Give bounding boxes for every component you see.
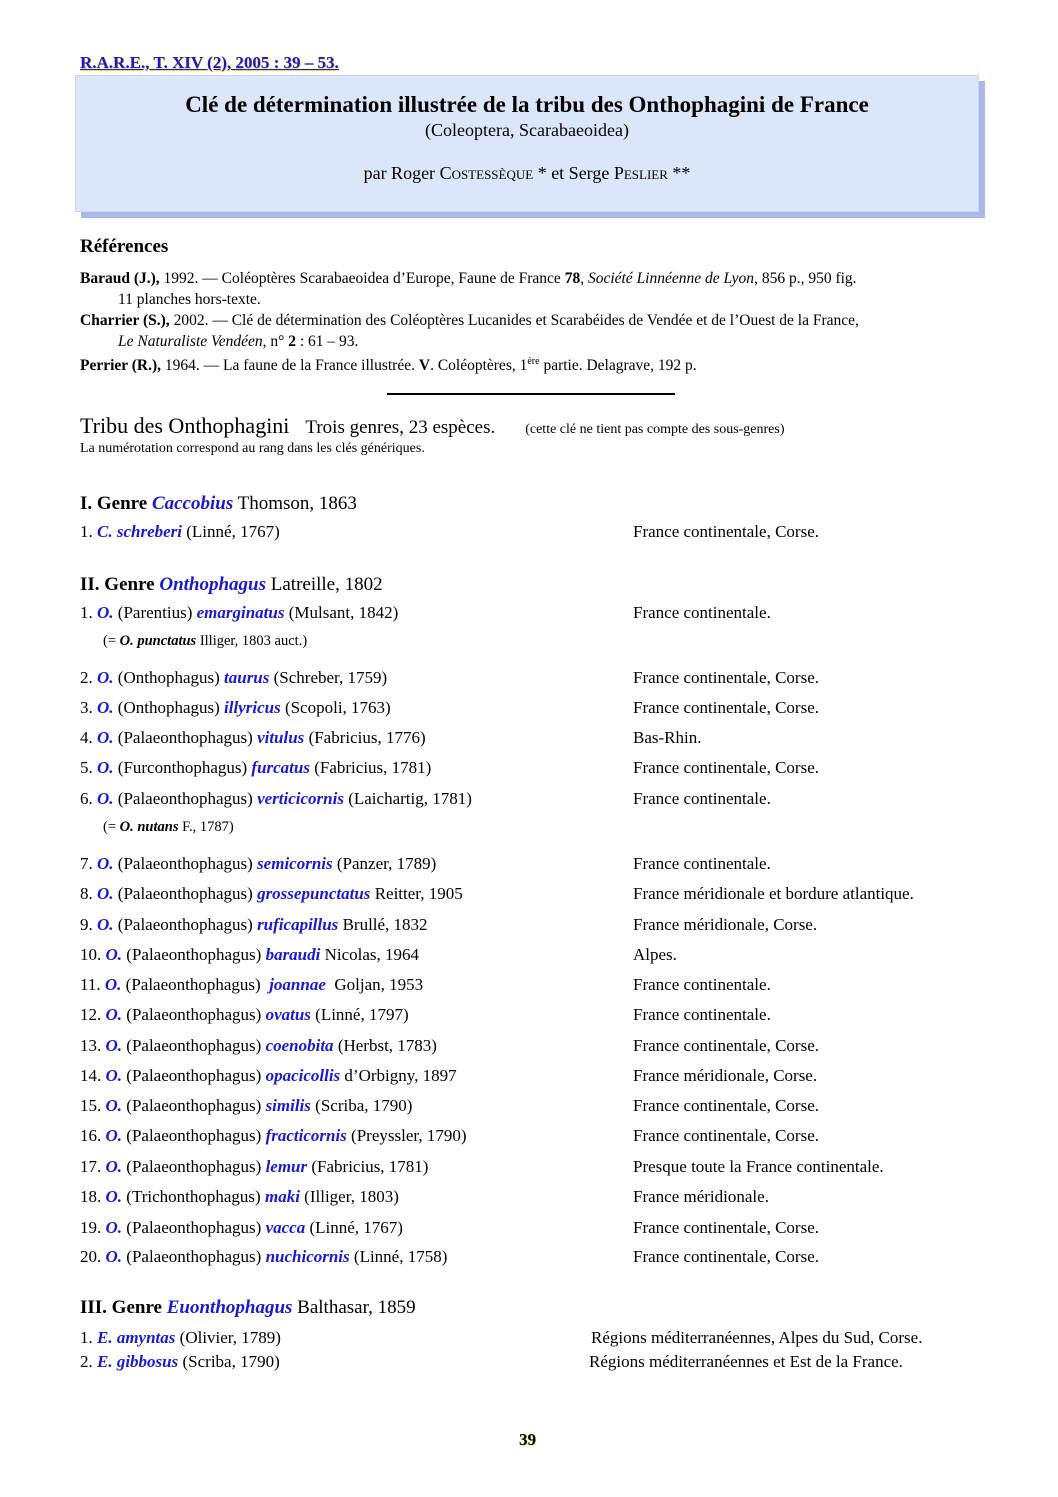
species-authority: Reitter, 1905	[370, 884, 463, 903]
page-number: 39	[519, 1430, 536, 1449]
reference-volume: 2	[288, 333, 296, 350]
species-row	[80, 1036, 437, 1056]
species-row	[80, 975, 423, 995]
species-epithet: joannae	[269, 975, 326, 994]
species-distribution: Bas-Rhin.	[633, 728, 702, 747]
subgenus: (Palaeonthophagus)	[122, 945, 266, 964]
species-distribution: France continentale, Corse.	[633, 1218, 819, 1237]
subgenus: (Palaeonthophagus)	[122, 1066, 266, 1085]
synonym-name: O. punctatus	[119, 633, 197, 649]
reference-author: Perrier (R.),	[80, 357, 162, 375]
tribe-note: (cette clé ne tient pas compte des sous-genres)	[525, 422, 785, 437]
species-authority: (Fabricius, 1781)	[307, 1157, 429, 1176]
species-distribution: France continentale, Corse.	[633, 758, 819, 777]
genus-abbreviation: O.	[97, 884, 114, 903]
subgenus: (Furconthophagus)	[113, 758, 252, 777]
species-distribution: Presque toute la France continentale.	[633, 1157, 884, 1176]
reference-text: ,	[580, 270, 588, 287]
genus-abbreviation: O.	[97, 854, 114, 873]
species-epithet: ovatus	[265, 1005, 311, 1024]
species-authority: Goljan, 1953	[325, 975, 424, 994]
subgenus: (Palaeonthophagus)	[113, 854, 258, 873]
tribe-header	[80, 413, 785, 439]
subgenus: (Palaeonthophagus)	[122, 1096, 266, 1115]
species-number: 12.	[80, 1005, 106, 1024]
subgenus: (Palaeonthophagus)	[113, 728, 258, 747]
species-number: 18.	[80, 1187, 106, 1206]
species-row	[80, 1066, 457, 1086]
species-authority: (Preyssler, 1790)	[346, 1126, 467, 1145]
species-number: 2.	[80, 668, 97, 687]
genus-abbreviation: E. amyntas	[97, 1328, 176, 1347]
species-distribution: France continentale, Corse.	[633, 522, 819, 541]
subgenus: (Palaeonthophagus)	[122, 1036, 266, 1055]
authors-prefix: par Roger	[363, 163, 440, 183]
species-number: 5.	[80, 758, 97, 777]
species-row	[80, 1247, 447, 1267]
species-number: 16.	[80, 1126, 106, 1145]
genus-abbreviation: O.	[105, 1126, 123, 1145]
genus-abbreviation: O.	[97, 789, 114, 808]
synonym-prefix: (=	[103, 633, 120, 649]
species-authority: d’Orbigny, 1897	[340, 1066, 457, 1085]
genus-author: Latreille, 1802	[266, 574, 383, 595]
species-distribution: France continentale, Corse.	[633, 1096, 819, 1115]
genus-abbreviation: E. gibbosus	[97, 1352, 179, 1371]
species-epithet: vitulus	[257, 728, 305, 747]
species-row	[80, 789, 472, 809]
species-epithet: furcatus	[251, 758, 310, 777]
species-distribution: France continentale, Corse.	[633, 1247, 819, 1266]
synonym-authority: F., 1787)	[178, 819, 234, 835]
genus-heading	[80, 1297, 416, 1319]
authors-mid: * et Serge	[533, 163, 614, 183]
tribe-summary: Trois genres, 23 espèces.	[305, 417, 496, 438]
species-authority: (Fabricius, 1781)	[309, 758, 432, 777]
genus-heading	[80, 574, 383, 596]
reference-journal: Le Naturaliste Vendéen	[118, 333, 263, 350]
species-number: 1.	[80, 603, 97, 622]
reference-continuation: 11 planches hors-texte.	[118, 291, 261, 308]
species-epithet: ruficapillus	[257, 915, 339, 934]
species-epithet: baraudi	[265, 945, 321, 964]
article-authors	[76, 163, 978, 184]
genus-abbreviation: O.	[105, 1157, 123, 1176]
genus-name: Caccobius	[151, 493, 234, 514]
species-epithet: semicornis	[257, 854, 333, 873]
species-distribution: France continentale.	[633, 789, 771, 808]
subgenus: (Palaeonthophagus)	[122, 1005, 266, 1024]
species-row	[80, 668, 387, 688]
species-epithet: nuchicornis	[265, 1247, 350, 1266]
reference-text: partie. Delagrave, 192 p.	[539, 357, 697, 375]
species-authority: (Olivier, 1789)	[175, 1328, 281, 1347]
reference-text: , 856 p., 950 fig.	[754, 270, 857, 287]
reference-author: Baraud (J.),	[80, 270, 160, 287]
species-distribution: France méridionale, Corse.	[633, 915, 818, 934]
species-row	[80, 522, 280, 542]
species-epithet: emarginatus	[196, 603, 285, 622]
subgenus: (Trichonthophagus)	[122, 1187, 265, 1206]
species-authority: (Panzer, 1789)	[332, 854, 437, 873]
species-epithet: lemur	[265, 1157, 308, 1176]
species-row	[80, 758, 431, 778]
synonym-prefix: (=	[103, 819, 120, 835]
reference-text: 1964. — La faune de la France illustrée.	[161, 357, 419, 375]
species-authority: (Scriba, 1790)	[178, 1352, 280, 1371]
species-distribution: France continentale.	[633, 1005, 771, 1024]
species-epithet: illyricus	[224, 698, 281, 717]
species-authority: Brullé, 1832	[338, 915, 428, 934]
species-distribution: France continentale, Corse.	[633, 1036, 819, 1055]
species-number: 7.	[80, 854, 97, 873]
species-row	[80, 884, 463, 904]
species-authority: (Schreber, 1759)	[269, 668, 388, 687]
species-number: 9.	[80, 915, 97, 934]
genus-abbreviation: C. schreberi	[97, 522, 182, 541]
author-2: Peslier	[613, 163, 668, 183]
genus-label: II. Genre	[80, 574, 160, 595]
species-number: 1.	[80, 1328, 97, 1347]
authors-suffix: **	[667, 163, 691, 183]
genus-abbreviation: O.	[105, 1096, 123, 1115]
title-box	[75, 75, 979, 212]
species-row	[80, 1352, 280, 1372]
species-distribution: France continentale, Corse.	[633, 668, 819, 687]
genus-label: III. Genre	[80, 1297, 167, 1318]
species-row	[80, 1218, 403, 1238]
subgenus: (Palaeonthophagus)	[122, 1157, 266, 1176]
genus-abbreviation: O.	[105, 1247, 123, 1266]
reference-superscript: ère	[527, 356, 540, 367]
species-number: 1.	[80, 522, 97, 541]
reference-item	[80, 268, 985, 310]
species-number: 4.	[80, 728, 97, 747]
synonym-note	[103, 633, 307, 650]
genus-abbreviation: O.	[97, 603, 114, 622]
reference-item	[80, 351, 985, 376]
reference-text: . Coléoptères, 1	[430, 357, 528, 375]
species-number: 14.	[80, 1066, 106, 1085]
subgenus: (Palaeonthophagus)	[121, 975, 270, 994]
subgenus: (Palaeonthophagus)	[113, 884, 258, 903]
species-authority: (Herbst, 1783)	[333, 1036, 437, 1055]
species-distribution: France continentale.	[633, 603, 771, 622]
species-authority: (Laichartig, 1781)	[343, 789, 472, 808]
species-distribution: France méridionale, Corse.	[633, 1066, 818, 1085]
species-distribution: France continentale, Corse.	[633, 698, 819, 717]
synonym-note	[103, 819, 234, 836]
references-heading: Références	[80, 236, 169, 257]
genus-abbreviation: O.	[97, 758, 114, 777]
species-epithet: maki	[264, 1187, 300, 1206]
journal-reference: R.A.R.E., T. XIV (2), 2005 : 39 – 53.	[80, 53, 339, 72]
reference-continuation	[80, 331, 985, 352]
species-number: 15.	[80, 1096, 106, 1115]
species-authority: (Fabricius, 1776)	[304, 728, 426, 747]
genus-heading	[80, 493, 357, 515]
section-divider	[387, 393, 675, 395]
species-number: 20.	[80, 1247, 106, 1266]
genus-label: I. Genre	[80, 493, 152, 514]
subgenus: (Palaeonthophagus)	[122, 1126, 266, 1145]
synonym-name: O. nutans	[119, 819, 179, 835]
subgenus: (Parentius)	[113, 603, 197, 622]
species-number: 19.	[80, 1218, 106, 1237]
reference-volume: 78	[564, 270, 581, 287]
species-epithet: coenobita	[265, 1036, 334, 1055]
genus-abbreviation: O.	[97, 668, 114, 687]
subgenus: (Palaeonthophagus)	[113, 789, 258, 808]
species-distribution: Régions méditerranéennes et Est de la France.	[589, 1352, 903, 1371]
species-row	[80, 854, 436, 874]
reference-text: , n°	[262, 333, 289, 350]
species-row	[80, 945, 419, 965]
article-title: Clé de détermination illustrée de la tribu des Onthophagini de France	[185, 92, 869, 117]
species-authority: (Illiger, 1803)	[299, 1187, 399, 1206]
species-row	[80, 728, 426, 748]
species-authority: (Linné, 1797)	[310, 1005, 409, 1024]
species-distribution: France méridionale.	[633, 1187, 769, 1206]
genus-abbreviation: O.	[97, 728, 114, 747]
genus-abbreviation: O.	[104, 975, 122, 994]
species-authority: Nicolas, 1964	[320, 945, 420, 964]
species-epithet: vacca	[265, 1218, 306, 1237]
reference-author: Charrier (S.),	[80, 312, 170, 329]
species-epithet: similis	[265, 1096, 311, 1115]
species-distribution: France continentale.	[633, 854, 771, 873]
species-row	[80, 698, 391, 718]
species-number: 8.	[80, 884, 97, 903]
species-epithet: fracticornis	[265, 1126, 347, 1145]
species-epithet: grossepunctatus	[257, 884, 371, 903]
species-row	[80, 1328, 281, 1348]
species-number: 11.	[80, 975, 105, 994]
genus-abbreviation: O.	[105, 1036, 123, 1055]
species-distribution: Alpes.	[633, 945, 677, 964]
author-1: Costessèque	[439, 163, 534, 183]
species-row	[80, 1187, 399, 1207]
genus-abbreviation: O.	[105, 1066, 123, 1085]
species-authority: (Scopoli, 1763)	[280, 698, 391, 717]
subgenus: (Onthophagus)	[113, 698, 225, 717]
synonym-authority: Illiger, 1803 auct.)	[196, 633, 308, 649]
reference-text: 1992. — Coléoptères Scarabaeoidea d’Europe, Faune de France	[159, 270, 565, 287]
subgenus: (Palaeonthophagus)	[122, 1247, 266, 1266]
species-authority: (Linné, 1767)	[305, 1218, 403, 1237]
species-number: 3.	[80, 698, 97, 717]
species-distribution: France méridionale et bordure atlantique.	[633, 884, 914, 903]
article-subtitle: (Coleoptera, Scarabaeoidea)	[425, 120, 629, 140]
species-row	[80, 603, 398, 623]
species-authority: (Scriba, 1790)	[310, 1096, 413, 1115]
species-number: 6.	[80, 789, 97, 808]
genus-author: Balthasar, 1859	[292, 1297, 416, 1318]
species-number: 17.	[80, 1157, 106, 1176]
species-epithet: verticicornis	[257, 789, 344, 808]
reference-text: 2002. — Clé de détermination des Coléoptères Lucanides et Scarabéides de Vendée et de l’Ouest de la France,	[169, 312, 859, 329]
genus-abbreviation: O.	[97, 698, 114, 717]
tribe-name: Tribu des Onthophagini	[80, 413, 290, 438]
subgenus: (Onthophagus)	[113, 668, 225, 687]
genus-abbreviation: O.	[105, 1187, 123, 1206]
species-distribution: France continentale.	[633, 975, 771, 994]
genus-author: Thomson, 1863	[233, 493, 357, 514]
reference-item	[80, 310, 985, 352]
genus-abbreviation: O.	[105, 1218, 123, 1237]
species-epithet: taurus	[224, 668, 270, 687]
genus-abbreviation: O.	[97, 915, 114, 934]
subgenus: (Palaeonthophagus)	[113, 915, 258, 934]
species-row	[80, 1157, 428, 1177]
species-row	[80, 915, 428, 935]
genus-name: Euonthophagus	[166, 1297, 293, 1318]
numbering-note: La numérotation correspond au rang dans les clés génériques.	[80, 441, 425, 456]
reference-text: : 61 – 93.	[295, 333, 359, 350]
subgenus: (Palaeonthophagus)	[122, 1218, 266, 1237]
reference-publisher: Société Linnéenne de Lyon	[587, 270, 755, 287]
species-number: 13.	[80, 1036, 106, 1055]
species-epithet: opacicollis	[265, 1066, 341, 1085]
species-number: 2.	[80, 1352, 97, 1371]
species-authority: (Linné, 1758)	[349, 1247, 448, 1266]
species-authority: (Mulsant, 1842)	[284, 603, 399, 622]
species-row	[80, 1005, 409, 1025]
species-number: 10.	[80, 945, 106, 964]
genus-abbreviation: O.	[105, 945, 123, 964]
species-row	[80, 1126, 467, 1146]
reference-volume: V	[418, 357, 431, 375]
genus-abbreviation: O.	[105, 1005, 123, 1024]
species-distribution: France continentale, Corse.	[633, 1126, 819, 1145]
genus-name: Onthophagus	[159, 574, 267, 595]
species-authority: (Linné, 1767)	[182, 522, 280, 541]
species-row	[80, 1096, 412, 1116]
species-distribution: Régions méditerranéennes, Alpes du Sud, Corse.	[591, 1328, 923, 1347]
